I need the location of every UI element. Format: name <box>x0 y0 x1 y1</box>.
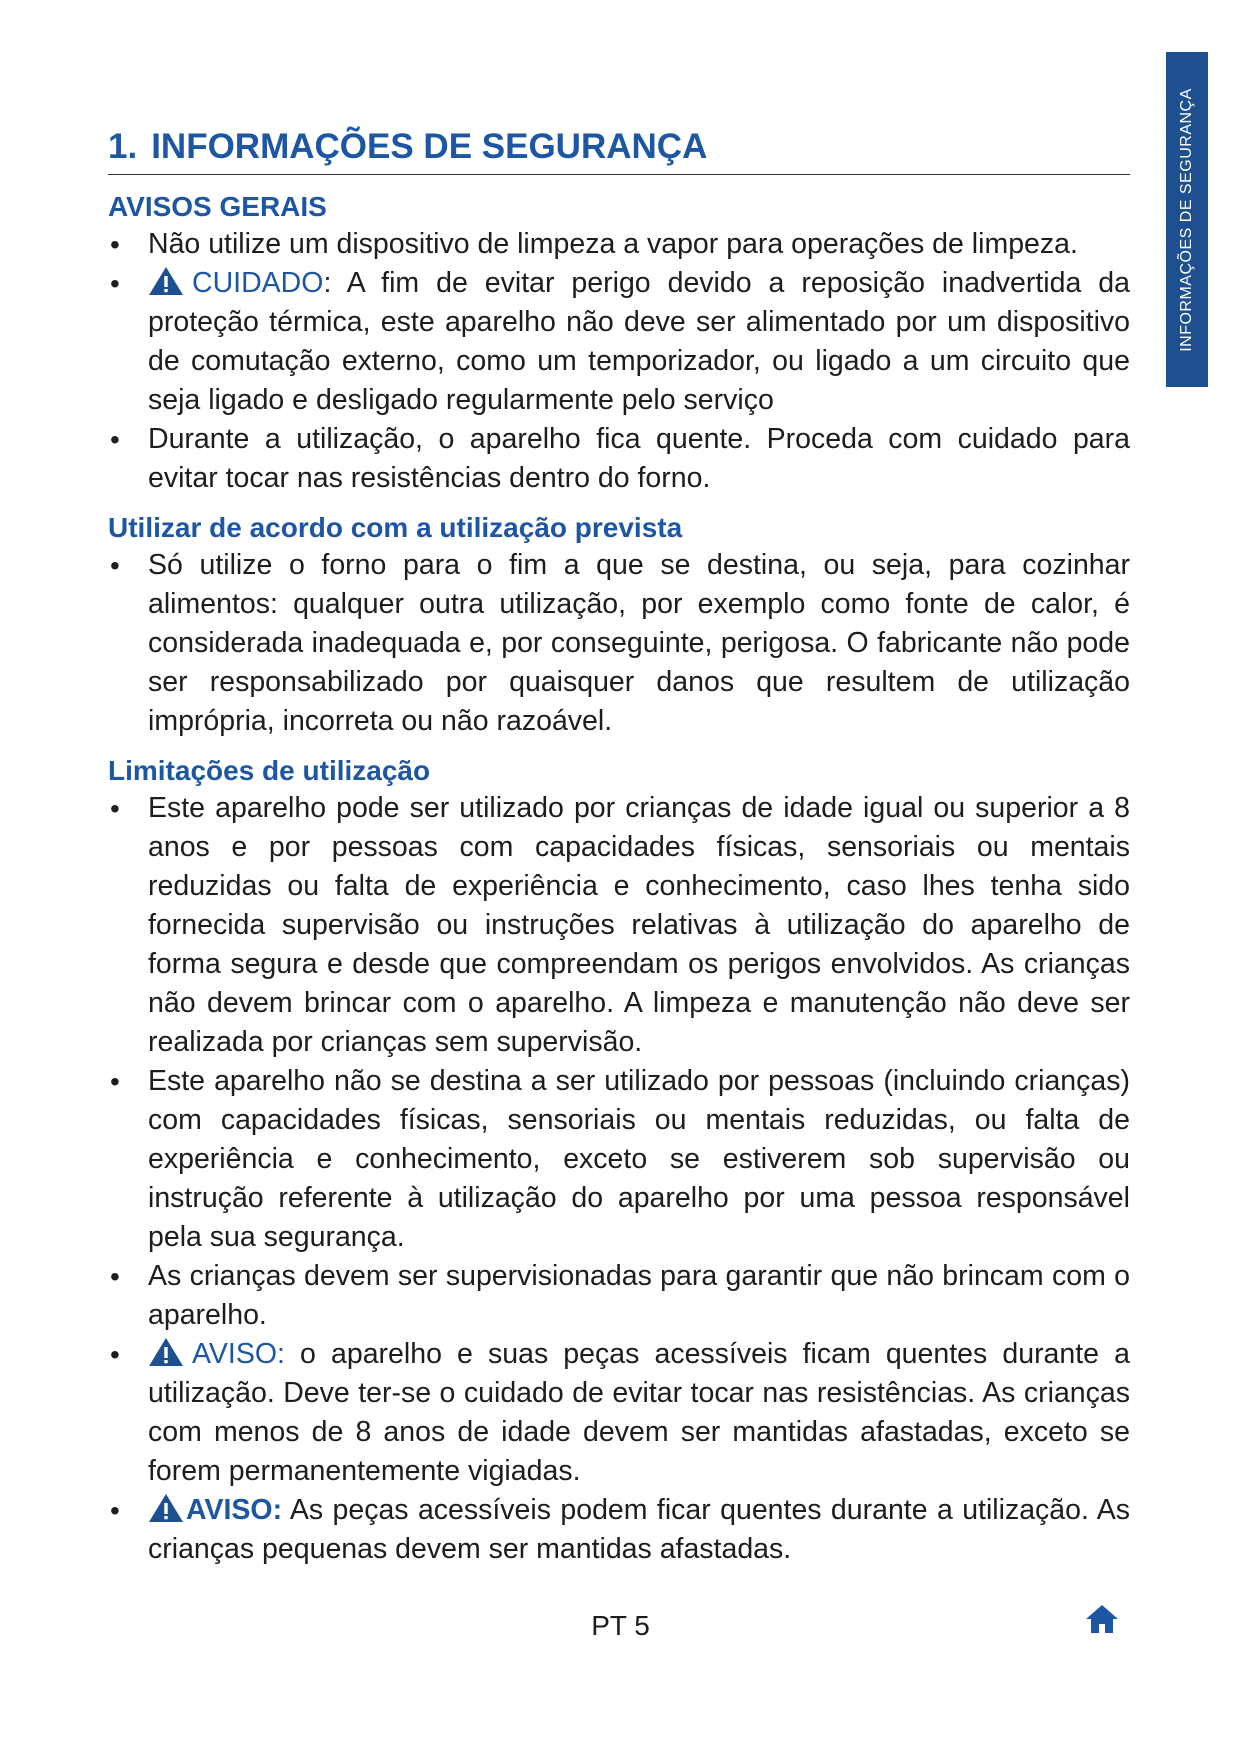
section-heading-limitations: Limitações de utilização <box>108 755 431 786</box>
side-section-tab <box>1166 52 1208 387</box>
page-title <box>108 126 1130 175</box>
warning-label: AVISO: <box>186 1494 283 1526</box>
list-item: • Este aparelho pode ser utilizado por crianças de idade igual ou superior a 8 anos e por pessoas com capacidades físicas, sensoriais ou mentais reduzidas ou falta de experiência e conhecimento, caso lhes tenha sido fornecida supervisão ou instruções relativas à utilização do aparelho de forma segura e desde que compreendam os perigos envolvidos. As crianças não devem brincar com o aparelho. A limpeza e manutenção não deve ser realizada por crianças sem supervisão. <box>108 789 1130 1062</box>
list-item: • Só utilize o forno para o fim a que se destina, ou seja, para cozinhar alimentos: qualquer outra utilização, por exemplo como fonte de calor, é considerada inadequada e, por conseguinte, perigosa. O fabricante não pode ser responsabilizado por quaisquer danos que resultem de utilização imprópria, incorreta ou não razoável. <box>108 546 1130 741</box>
side-section-tab-label: INFORMAÇÕES DE SEGURANÇA <box>1178 87 1195 352</box>
page-number: PT 5 <box>591 1610 650 1641</box>
limitations-list <box>108 789 1130 1569</box>
page-title-text: INFORMAÇÕES DE SEGURANÇA <box>151 127 708 166</box>
warning-label: AVISO: <box>192 1338 285 1370</box>
warning-triangle-icon <box>148 266 184 296</box>
page-title-number: 1. <box>108 127 138 166</box>
list-item: • AVISO: o aparelho e suas peças acessíveis ficam quentes durante a utilização. Deve ter-se o cuidado de evitar tocar nas resistências. As crianças com menos de 8 anos de idade devem ser mantidas afastadas, exceto se forem permanentemente vigiadas. <box>108 1335 1130 1491</box>
home-icon[interactable] <box>1085 1604 1119 1634</box>
list-item: • Este aparelho não se destina a ser utilizado por pessoas (incluindo crianças) com capacidades físicas, sensoriais ou mentais reduzidas, ou falta de experiência e conhecimento, exceto se estiverem sob supervisão ou instrução referente à utilização do aparelho por uma pessoa responsável pela sua segurança. <box>108 1062 1130 1257</box>
list-item: • AVISO: As peças acessíveis podem ficar quentes durante a utilização. As crianças pequenas devem ser mantidas afastadas. <box>108 1491 1130 1569</box>
list-item: • CUIDADO: A fim de evitar perigo devido a reposição inadvertida da proteção térmica, este aparelho não deve ser alimentado por um dispositivo de comutação externo, como um temporizador, ou ligado a um circuito que seja ligado e desligado regularmente pelo serviço <box>108 264 1130 420</box>
general-warnings-list <box>108 225 1130 498</box>
list-item: • Durante a utilização, o aparelho fica quente. Proceda com cuidado para evitar tocar nas resistências dentro do forno. <box>108 420 1130 498</box>
warning-triangle-icon <box>148 1337 184 1367</box>
list-item: • As crianças devem ser supervisionadas para garantir que não brincam com o aparelho. <box>108 1257 1130 1335</box>
section-heading-general-warnings: AVISOS GERAIS <box>108 191 327 222</box>
intended-use-list <box>108 546 1130 741</box>
warning-triangle-icon <box>148 1493 184 1523</box>
caution-label: CUIDADO <box>192 267 324 299</box>
list-item: • Não utilize um dispositivo de limpeza a vapor para operações de limpeza. <box>108 225 1130 264</box>
section-heading-intended-use: Utilizar de acordo com a utilização prevista <box>108 512 683 543</box>
page-content <box>108 126 1130 1569</box>
